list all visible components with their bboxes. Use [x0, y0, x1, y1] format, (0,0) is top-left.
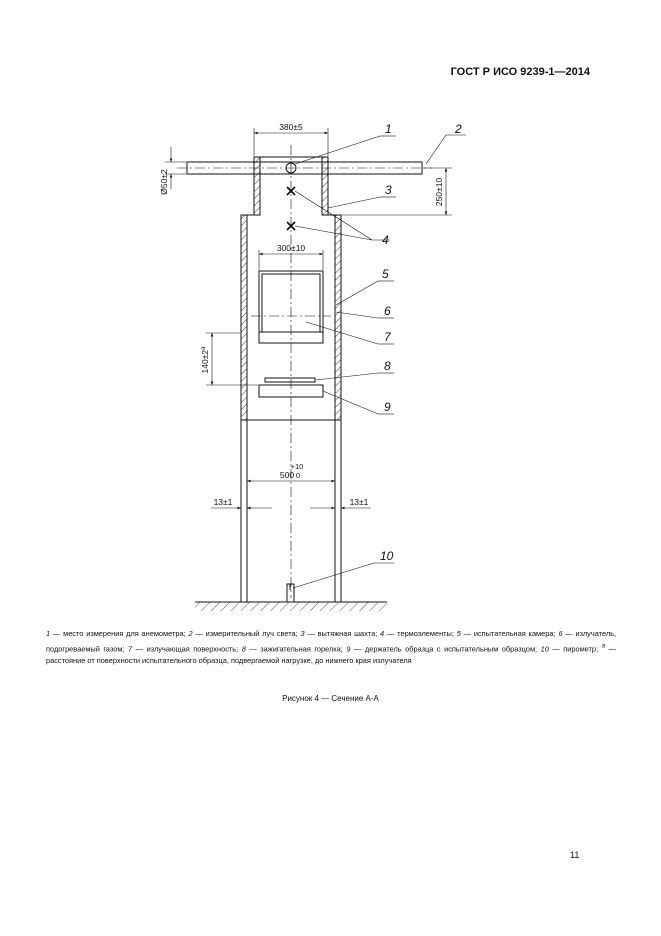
dim-chimney-width: 380±5 — [279, 122, 303, 132]
legend-item: 8 — зажигательная горелка; — [241, 643, 343, 653]
dim-gap-left: 13±1 — [213, 497, 233, 507]
callout-7: 7 — [384, 330, 391, 344]
callout-10: 10 — [380, 549, 394, 563]
ground — [195, 602, 387, 611]
dim-panel-width: 300±10 — [276, 243, 306, 253]
callout-4: 4 — [382, 233, 389, 247]
legend-item: 3 — вытяжная шахта; — [300, 629, 378, 638]
callout-8: 8 — [384, 359, 391, 373]
dim-panel-distance: $140\pm 2^a$ — [200, 346, 210, 374]
dim-pipe-height: 250±10 — [434, 177, 444, 207]
callout-1: 1 — [385, 122, 392, 136]
dim-chamber-width: 500 — [279, 470, 295, 480]
dim-pipe-diameter: Ø50±2 — [159, 169, 169, 195]
figure-legend — [46, 628, 616, 668]
standard-header: ГОСТ Р ИСО 9239-1—2014 — [450, 66, 590, 78]
page-number: 11 — [570, 850, 580, 860]
legend-item: 1 — место измерения для анемометра; — [46, 629, 186, 638]
legend-item: 5 — испытательная камера; — [456, 629, 556, 638]
pilot-burner — [265, 378, 315, 382]
figure-title: Рисунок 4 — Сечение А-А — [282, 694, 379, 703]
legend-item: $^a$ — расстояние от поверхности испытательного образца, подвергаемой нагрузке, до нижнего края излучателя — [46, 642, 616, 666]
callout-9: 9 — [384, 400, 391, 414]
dim-chamber-tol-lower: 0 — [295, 471, 301, 480]
callout-6: 6 — [384, 304, 391, 318]
dim-gap-right: 13±1 — [349, 497, 369, 507]
legend-item: 7 — излучающая поверхность; — [128, 643, 239, 653]
legend-item: 4 — термоэлементы; — [380, 629, 454, 638]
legend-item: 9 — держатель образца с испытательным образцом; — [346, 643, 538, 653]
legend-item: 6 — излучатель, подогреваемый газом; — [46, 629, 617, 653]
legend-item: 10 — пирометр; — [540, 643, 599, 653]
dim-chamber-tol-upper: +10 — [290, 462, 304, 471]
legend-item: 2 — измерительный луч света; — [188, 629, 298, 638]
center-lines — [177, 145, 432, 598]
callout-2: 2 — [455, 122, 462, 136]
callout-3: 3 — [385, 183, 392, 197]
pyrometer — [287, 584, 294, 602]
callout-5: 5 — [382, 267, 389, 281]
dim-panel-distance-sup: a — [201, 346, 207, 350]
